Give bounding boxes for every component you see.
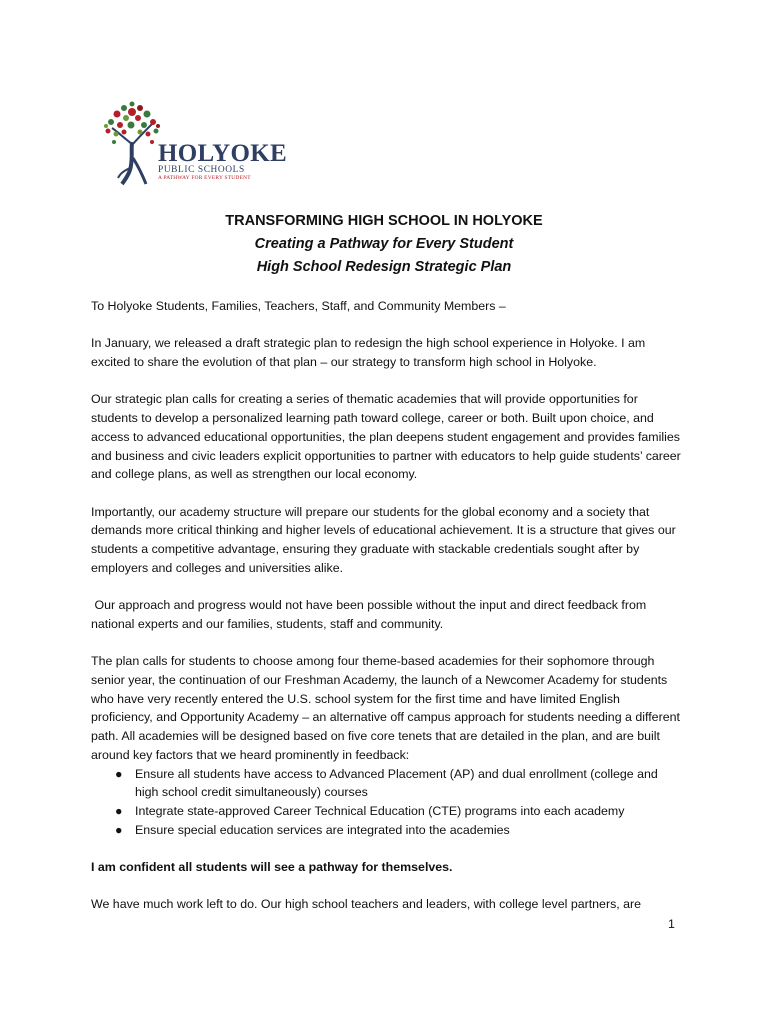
list-item [91,821,681,840]
letter-body [91,297,681,933]
bullet-icon: ● [115,803,123,818]
list-item-text: Integrate state-approved Career Technical Education (CTE) programs into each academy [135,803,625,818]
logo-wordmark [158,142,287,182]
logo-tagline: A PATHWAY FOR EVERY STUDENT [158,175,251,181]
document-title [0,210,768,279]
paragraph: Importantly, our academy structure will prepare our students for the global economy and a society that demands more critical thinking and higher levels of educational achievement. It is a structure that gives our students a competitive advantage, ensuring they graduate with stackable credentials sought after by employers and colleges and universities alike. [91,504,676,575]
paragraph: In January, we released a draft strategic plan to redesign the high school experience in Holyoke. I am excited to share the evolution of that plan – our strategy to transform high school in Holyoke. [91,336,646,370]
list-item-text: Ensure all students have access to Advanced Placement (AP) and dual enrollment (college and high school credit simultaneously) courses [135,766,658,800]
bullet-icon: ● [115,766,123,781]
logo-subtitle: PUBLIC SCHOOLS [158,165,245,175]
page-number: 1 [668,917,675,931]
title-plan-name: High School Redesign Strategic Plan [256,259,512,275]
paragraph: Our strategic plan calls for creating a series of thematic academies that will provide opportunities for students to develop a personalized learning path toward college, career or both. Built upon choice, and access to advanced educational opportunities, the plan deepens student engagement and provides families and business and civic leaders explicit opportunities to partner with educators to help guide students’ career and college plans, as well as strengthen our local economy. [91,392,681,482]
title-main: TRANSFORMING HIGH SCHOOL IN HOLYOKE [225,213,543,229]
logo-name: HOLYOKE [158,140,287,167]
holyoke-logo [100,98,290,190]
confidence-statement: I am confident all students will see a pathway for themselves. [91,860,453,874]
bullet-icon: ● [115,822,123,837]
feedback-bullet-list [91,765,681,840]
list-item-text: Ensure special education services are integrated into the academies [135,822,510,837]
salutation: To Holyoke Students, Families, Teachers, Staff, and Community Members – [91,299,506,313]
paragraph: The plan calls for students to choose among four theme-based academies for their sophomore through senior year, the continuation of our Freshman Academy, the launch of a Newcomer Academy for students who have very recently entered the U.S. school system for the first time and have limited English proficiency, and Opportunity Academy – an alternative off campus approach for students needing a different path. All academies will be designed based on five core tenets that are detailed in the plan, and are built around key factors that we heard prominently in feedback: [91,654,680,762]
list-item [91,765,681,802]
closing-paragraph: We have much work left to do. Our high school teachers and leaders, with college level partners, are [91,897,642,912]
title-subtitle: Creating a Pathway for Every Student [254,236,514,252]
tree-icon [100,98,166,190]
list-item [91,802,681,821]
paragraph: Our approach and progress would not have been possible without the input and direct feedback from national experts and our families, students, staff and community. [91,598,650,631]
